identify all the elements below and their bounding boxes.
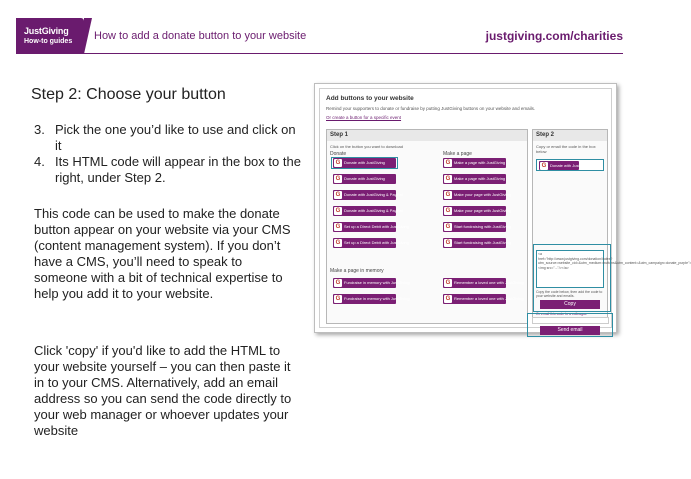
button-preview <box>536 159 604 171</box>
justgiving-g-icon: G <box>335 280 341 286</box>
justgiving-g-icon: G <box>335 192 341 198</box>
copy-button[interactable]: Copy <box>540 300 600 309</box>
justgiving-g-icon: G <box>445 208 451 214</box>
justgiving-g-icon: G <box>335 296 341 302</box>
html-code-box[interactable]: <a href="http://www.justgiving.com/donation/index?utm_source=website_cid=&utm_medium=buttons&utm_content=&utm_campaign=donate_purple"><img src="..."/></a> <box>536 250 604 288</box>
justgiving-g-icon: G <box>445 280 451 286</box>
specific-event-link[interactable]: Or create a button for a specific event <box>326 115 402 120</box>
justgiving-g-icon: G <box>445 160 451 166</box>
charities-link[interactable]: justgiving.com/charities <box>485 29 623 43</box>
justgiving-g-icon: G <box>445 240 451 246</box>
instruction-list <box>34 122 304 186</box>
step1-heading: Step 1 <box>327 130 527 141</box>
donate-button-option[interactable]: G Donate with JustGiving <box>333 174 396 184</box>
memory-button-option[interactable]: G Fundraise in memory with JustGiving <box>333 294 396 304</box>
donate-button-option[interactable]: G Donate with JustGiving & PayPal <box>333 206 396 216</box>
paragraph-cms: This code can be used to make the donate button appear on your website via your CMS (content management system). If you don’t have a CMS, you’ll need to speak to someone with a bit of technical expertise to help you add it to your website. <box>34 206 291 301</box>
email-highlight-frame <box>527 313 613 337</box>
list-number: 4. <box>34 154 45 169</box>
donate-button-option[interactable]: G Donate with JustGiving <box>333 158 396 168</box>
step2-heading: Step 2 <box>533 130 607 141</box>
step1-panel <box>326 129 528 324</box>
make-page-button-option[interactable]: G Make a page with JustGiving <box>443 174 506 184</box>
guide-title: How to add a donate button to your website <box>94 30 307 42</box>
donate-button-option[interactable]: G Set up a Direct Debit with JustGiving <box>333 222 396 232</box>
header-divider <box>16 53 623 54</box>
preview-donate-button: G Donate with JustGiving <box>539 161 579 170</box>
make-page-button-option[interactable]: G Start fundraising with JustGiving <box>443 238 506 248</box>
paragraph-copy: Click 'copy' if you'd like to add the HTML to your website yourself – you can then paste it in to your CMS. Alternatively, add an email address so you can send the code directly to your web manager or whoever updates your website <box>34 343 292 438</box>
make-page-button-option[interactable]: G Make your page with JustGiving <box>443 206 506 216</box>
justgiving-g-icon: G <box>335 160 341 166</box>
justgiving-g-icon: G <box>445 192 451 198</box>
add-buttons-screenshot <box>314 83 691 333</box>
list-item <box>34 122 304 154</box>
memory-section-label: Make a page in memory <box>330 268 384 274</box>
logo-tab-corner <box>84 18 92 54</box>
list-item <box>34 154 304 186</box>
step2-note: Copy or email the code in the box below <box>536 144 596 154</box>
send-email-button[interactable]: Send email <box>540 326 600 335</box>
justgiving-g-icon: G <box>335 224 341 230</box>
header <box>0 0 638 62</box>
logo-line2: How-to guides <box>24 38 73 45</box>
justgiving-logo[interactable] <box>16 18 84 54</box>
donate-button-option[interactable]: G Donate with JustGiving & PayPal <box>333 190 396 200</box>
email-input[interactable] <box>532 317 609 324</box>
donate-section-label: Donate <box>330 151 347 157</box>
justgiving-g-icon: G <box>445 224 451 230</box>
screenshot-desc: Remind your supporters to donate or fundraise by putting JustGiving buttons on your website and emails. <box>326 106 536 111</box>
step1-note: Click on the button you want to download <box>330 144 403 149</box>
justgiving-g-icon: G <box>445 296 451 302</box>
screenshot-title: Add buttons to your website <box>326 95 414 102</box>
memory-button-option[interactable]: G Remember a loved one with JustGiving <box>443 294 506 304</box>
justgiving-g-icon: G <box>445 176 451 182</box>
email-colleague-link[interactable]: Or email this code to a colleague <box>536 312 587 316</box>
screenshot-frame <box>319 88 691 333</box>
memory-button-option[interactable]: G Fundraise in memory with JustGiving <box>333 278 396 288</box>
list-number: 3. <box>34 122 45 137</box>
make-page-section-label: Make a page <box>443 151 472 157</box>
justgiving-g-icon: G <box>335 208 341 214</box>
step-title: Step 2: Choose your button <box>31 86 226 103</box>
copy-help-text: Copy the code below, then add the code to your website and emails. <box>536 290 603 298</box>
justgiving-g-icon: G <box>335 176 341 182</box>
make-page-button-option[interactable]: G Make your page with JustGiving <box>443 190 506 200</box>
list-text: Its HTML code will appear in the box to the right, under Step 2. <box>55 154 301 185</box>
list-text: Pick the one you’d like to use and click on it <box>55 122 296 153</box>
make-page-button-option[interactable]: G Make a page with JustGiving <box>443 158 506 168</box>
memory-button-option[interactable]: G Remember a loved one with JustGiving <box>443 278 506 288</box>
logo-line1: JustGiving <box>24 26 69 36</box>
donate-button-option[interactable]: G Set up a Direct Debit with JustGiving <box>333 238 396 248</box>
justgiving-g-icon: G <box>541 163 547 169</box>
justgiving-g-icon: G <box>335 240 341 246</box>
code-highlight-frame <box>533 244 611 312</box>
make-page-button-option[interactable]: G Start fundraising with JustGiving <box>443 222 506 232</box>
